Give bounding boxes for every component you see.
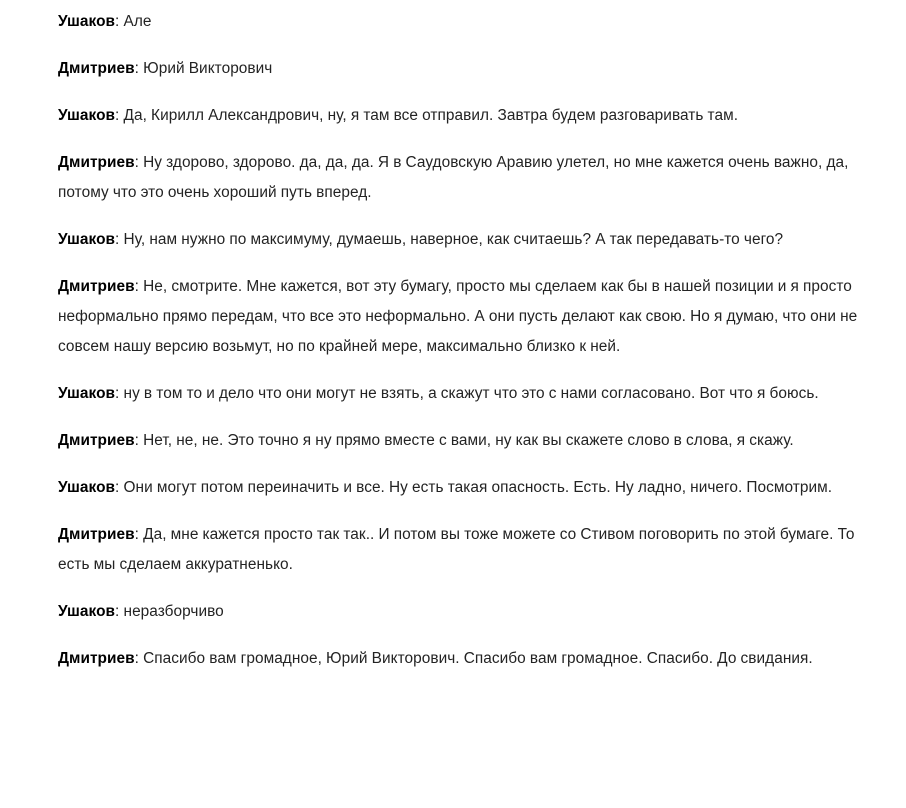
utterance-text: Спасибо вам громадное, Юрий Викторович. Спасибо вам громадное. Спасибо. До свидания.	[143, 650, 813, 667]
transcript-turn	[58, 473, 862, 503]
speaker-separator: :	[134, 526, 139, 543]
speaker-name: Дмитриев	[58, 650, 135, 667]
transcript-turn	[58, 225, 862, 255]
speaker-name: Ушаков	[58, 231, 116, 248]
transcript-turn	[58, 148, 862, 208]
utterance-text: Ну, нам нужно по максимуму, думаешь, наверное, как считаешь? А так передавать-то чего?	[123, 231, 784, 248]
speaker-separator: :	[134, 650, 139, 667]
speaker-name: Дмитриев	[58, 278, 135, 295]
speaker-separator: :	[115, 385, 120, 402]
speaker-separator: :	[134, 60, 139, 77]
transcript-turn	[58, 597, 862, 627]
speaker-name: Дмитриев	[58, 154, 135, 171]
utterance-text: Не, смотрите. Мне кажется, вот эту бумагу, просто мы сделаем как бы в нашей позиции и я просто неформально прямо передам, что все это неформально. А они пусть делают как свою. Но я думаю, что они не совсем нашу версию возьмут, но по крайней мере, максимально близко к ней.	[58, 278, 858, 355]
utterance-text: ну в том то и дело что они могут не взять, а скажут что это с нами согласовано. Вот что я боюсь.	[123, 385, 819, 402]
utterance-text: Да, мне кажется просто так так.. И потом вы тоже можете со Стивом поговорить по этой бумаге. То есть мы сделаем аккуратненько.	[58, 526, 855, 573]
transcript-turn	[58, 272, 862, 362]
utterance-text: Ну здорово, здорово. да, да, да. Я в Саудовскую Аравию улетел, но мне кажется очень важно, да, потому что это очень хороший путь вперед.	[58, 154, 849, 201]
utterance-text: Нет, не, не. Это точно я ну прямо вместе с вами, ну как вы скажете слово в слова, я скажу.	[143, 432, 794, 449]
speaker-separator: :	[115, 107, 120, 124]
speaker-separator: :	[115, 479, 120, 496]
speaker-name: Дмитриев	[58, 526, 135, 543]
speaker-name: Дмитриев	[58, 432, 135, 449]
speaker-separator: :	[134, 154, 139, 171]
transcript-turn	[58, 54, 862, 84]
speaker-name: Ушаков	[58, 479, 116, 496]
speaker-name: Ушаков	[58, 107, 116, 124]
speaker-separator: :	[115, 231, 120, 248]
transcript-turn	[58, 101, 862, 131]
utterance-text: Але	[123, 13, 152, 30]
speaker-separator: :	[115, 603, 120, 620]
utterance-text: Юрий Викторович	[143, 60, 273, 77]
speaker-name: Ушаков	[58, 13, 116, 30]
utterance-text: неразборчиво	[123, 603, 224, 620]
transcript-turn	[58, 7, 862, 37]
utterance-text: Они могут потом переиначить и все. Ну есть такая опасность. Есть. Ну ладно, ничего. Посмотрим.	[123, 479, 833, 496]
utterance-text: Да, Кирилл Александрович, ну, я там все отправил. Завтра будем разговаривать там.	[123, 107, 739, 124]
transcript-turn	[58, 379, 862, 409]
transcript-turn	[58, 520, 862, 580]
speaker-separator: :	[115, 13, 120, 30]
transcript-turn	[58, 426, 862, 456]
speaker-name: Ушаков	[58, 385, 116, 402]
speaker-name: Дмитриев	[58, 60, 135, 77]
speaker-name: Ушаков	[58, 603, 116, 620]
transcript-turn	[58, 644, 862, 674]
speaker-separator: :	[134, 432, 139, 449]
speaker-separator: :	[134, 278, 139, 295]
